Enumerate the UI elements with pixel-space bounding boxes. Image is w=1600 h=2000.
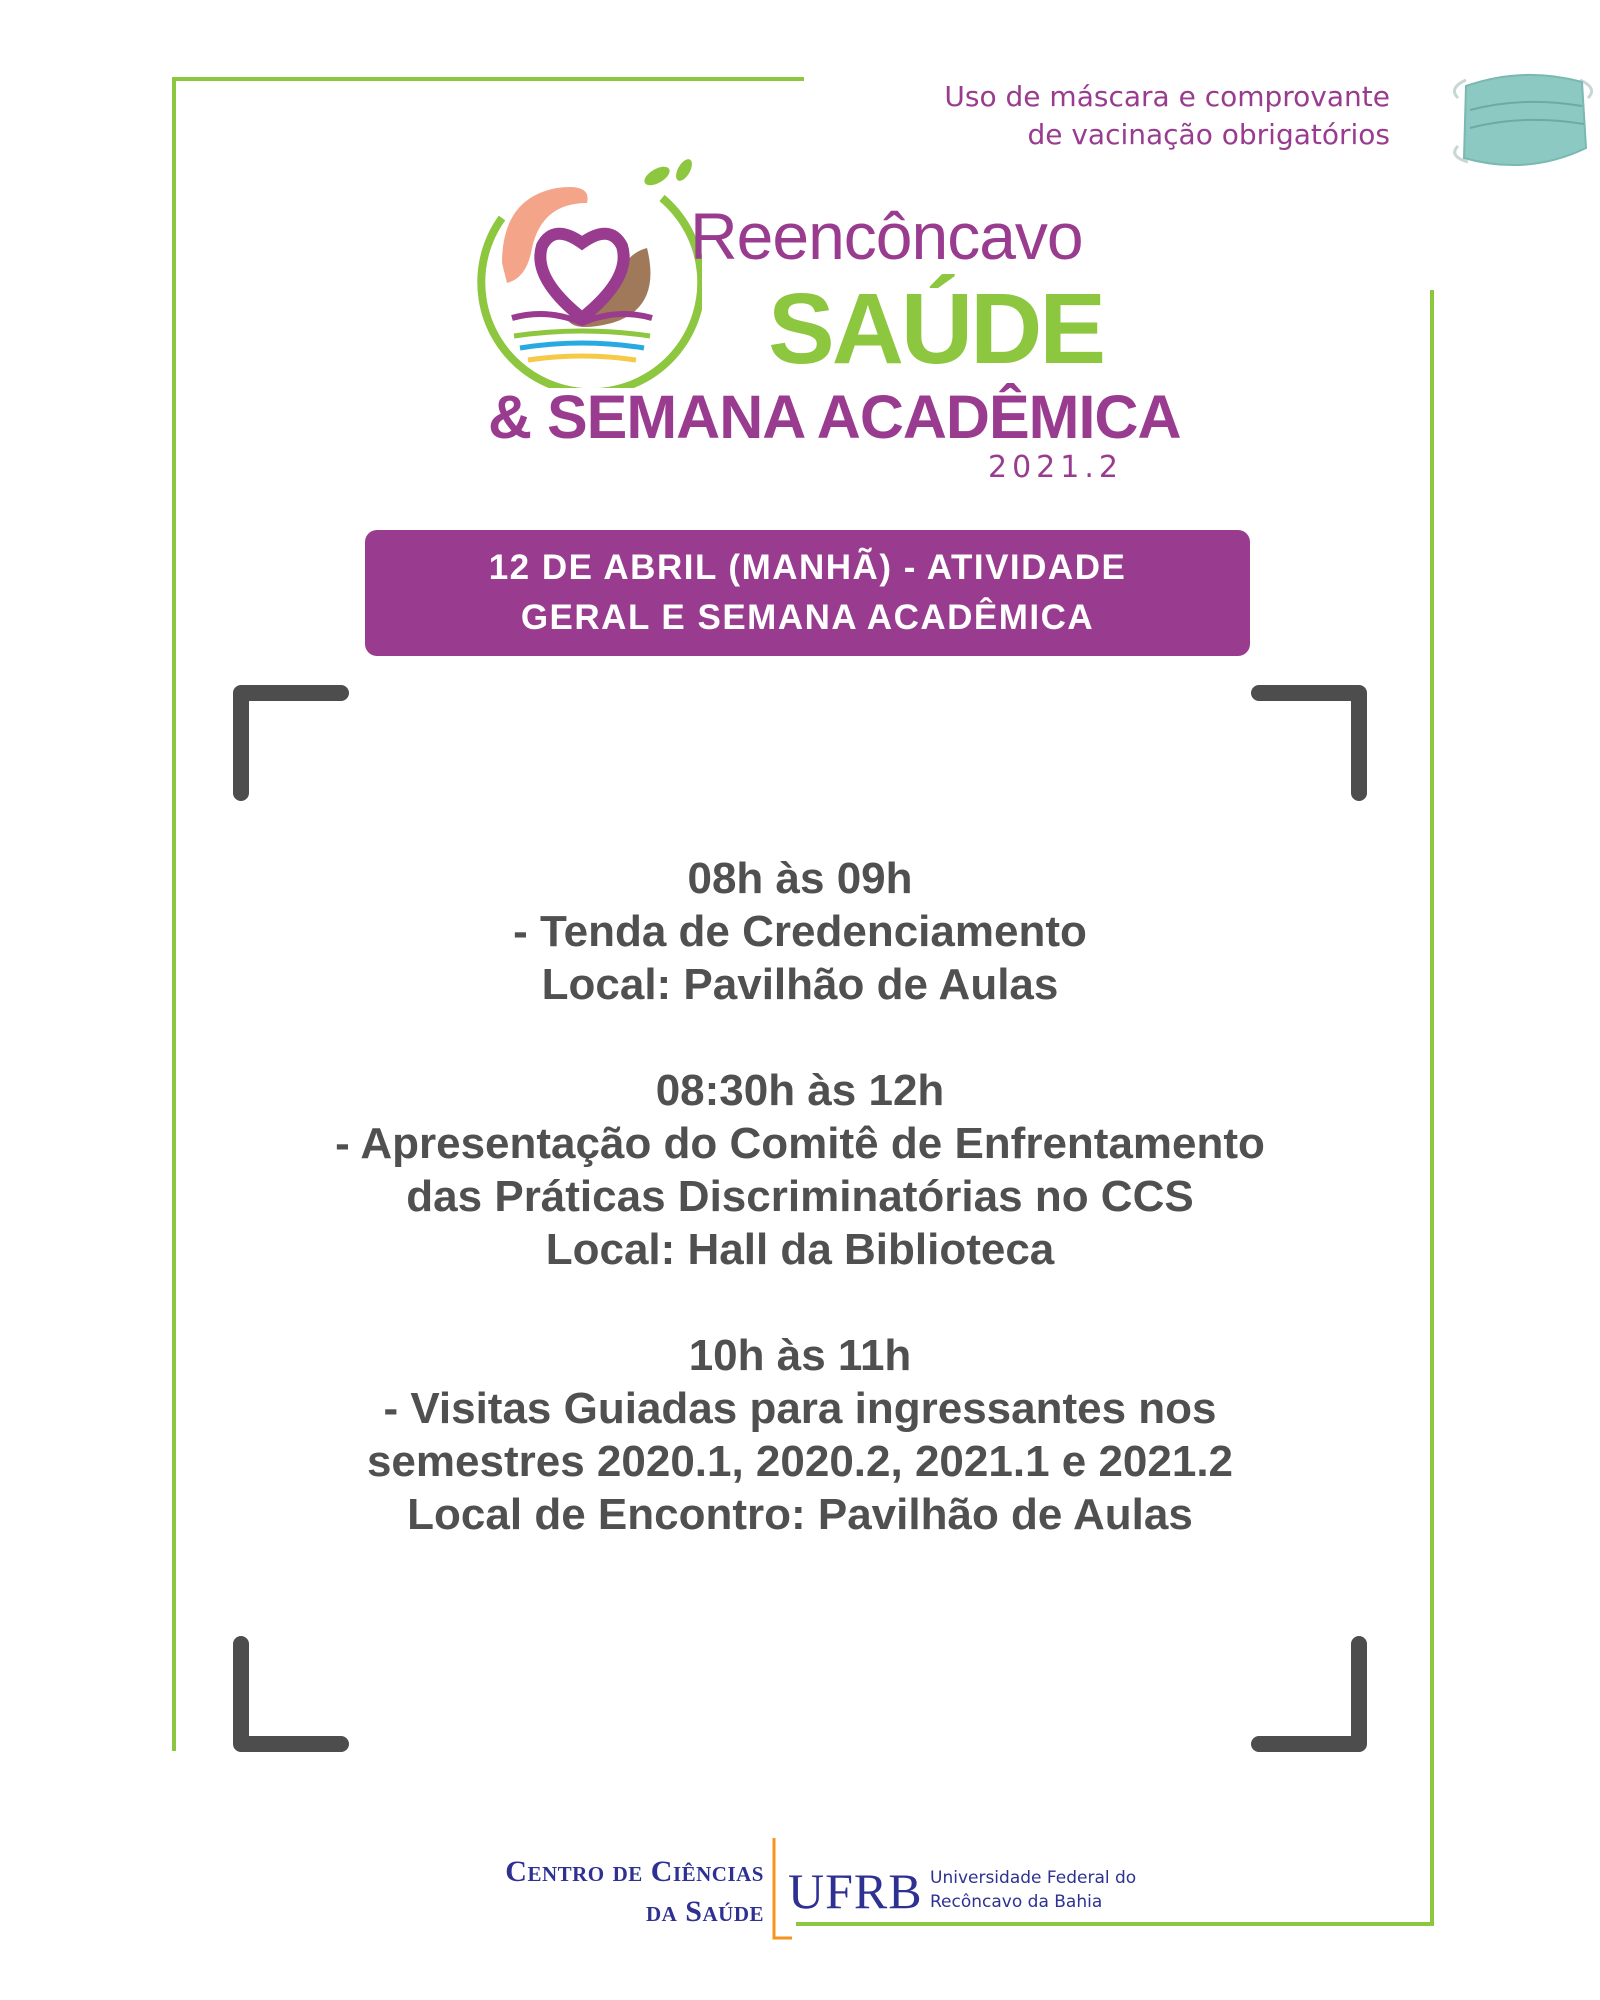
ufrb-name-line-2: Recôncavo da Bahia [930, 1892, 1103, 1912]
schedule-activity-cont: semestres 2020.1, 2020.2, 2021.1 e 2021.2 [366, 1437, 1234, 1486]
schedule-item [240, 1064, 1360, 1276]
schedule-activity-cont: das Práticas Discriminatórias no CCS [406, 1172, 1194, 1221]
schedule-time: 08h às 09h [687, 854, 913, 903]
mask-vaccine-notice [790, 78, 1390, 154]
ufrb-full-name [930, 1866, 1136, 1914]
date-banner [365, 530, 1250, 656]
bracket-bottom-left [232, 1635, 350, 1753]
schedule-location: Local de Encontro: Pavilhão de Aulas [407, 1490, 1193, 1539]
logo-title-semana-academica: & SEMANA ACADÊMICA [488, 383, 1181, 451]
hands-heart-book-icon [462, 158, 702, 388]
frame-bottom-line [796, 1922, 1434, 1926]
schedule-location: Local: Pavilhão de Aulas [541, 960, 1059, 1009]
bracket-bottom-right [1250, 1635, 1368, 1753]
schedule-item [240, 1329, 1360, 1541]
schedule-time: 10h às 11h [688, 1331, 912, 1380]
schedule [240, 852, 1360, 1594]
banner-line-1: 12 DE ABRIL (MANHÃ) - ATIVIDADE [488, 548, 1127, 587]
notice-line-1: Uso de máscara e comprovante [944, 80, 1390, 113]
schedule-time: 08:30h às 12h [655, 1066, 945, 1115]
logo-year: 2021.2 [988, 450, 1123, 485]
logo-title-saude: SAÚDE [768, 273, 1104, 385]
notice-line-2: de vacinação obrigatórios [1027, 118, 1390, 151]
frame-left-line [172, 77, 176, 1751]
schedule-activity: - Apresentação do Comitê de Enfrentamento [335, 1119, 1265, 1168]
ufrb-logo: UFRB [788, 1863, 923, 1919]
banner-line-2: GERAL E SEMANA ACADÊMICA [520, 598, 1095, 637]
ccs-logo-text [482, 1852, 764, 1932]
schedule-item [240, 852, 1360, 1011]
logo-title-reenconcavo: Reencôncavo [690, 199, 1083, 273]
schedule-activity: - Tenda de Credenciamento [513, 907, 1087, 956]
schedule-location: Local: Hall da Biblioteca [545, 1225, 1055, 1274]
ccs-line-1: Centro de Ciências [505, 1855, 764, 1888]
frame-right-line [1430, 290, 1434, 1926]
schedule-activity: - Visitas Guiadas para ingressantes nos [383, 1384, 1217, 1433]
face-mask-icon [1448, 58, 1598, 178]
ccs-line-2: da Saúde [645, 1895, 764, 1928]
bracket-top-right [1250, 684, 1368, 802]
ufrb-name-line-1: Universidade Federal do [930, 1868, 1137, 1888]
bracket-top-left [232, 684, 350, 802]
frame-top-line [172, 77, 804, 81]
